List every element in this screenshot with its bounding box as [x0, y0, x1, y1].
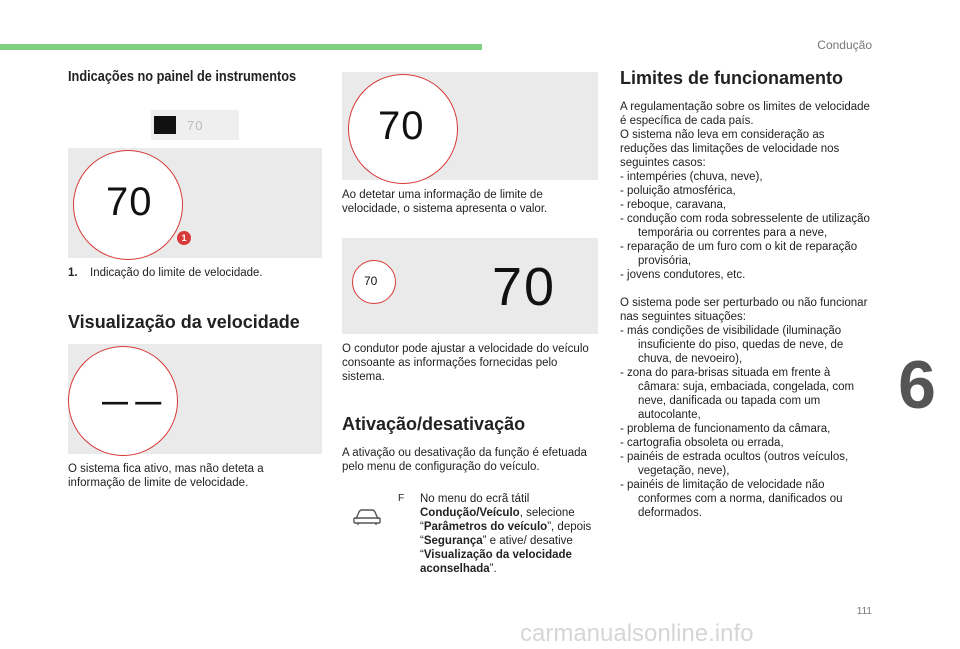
chapter-number: 6	[898, 347, 936, 423]
situations-list	[620, 324, 872, 520]
callout-number: 1	[181, 233, 187, 243]
figure-caption	[68, 266, 328, 280]
menu-seguranca: Segurança	[423, 535, 483, 547]
watermark: carmanualsonline.info	[520, 620, 754, 647]
heading-limites: Limites de funcionamento	[620, 68, 844, 88]
page-title: Indicações no painel de instrumentos	[68, 68, 297, 85]
activation-instruction: No menu do ecrã tátil Condução/Veículo, selecione “Parâmetros do veículo”, depois “Segurança” e ative/ desative “Visualização da velocidade aconselhada”.	[420, 493, 592, 575]
callout-badge	[177, 231, 191, 245]
caption-text: Indicação do limite de velocidade.	[90, 267, 263, 279]
limits-intro3: O sistema pode ser perturbado ou não funcionar nas seguintes situações:	[620, 297, 868, 323]
adjust-text: O condutor pode ajustar a velocidade do veículo consoante as informações fornecidas pelo sistema.	[342, 343, 589, 383]
limits-intro2: O sistema não leva em consideração as reduções das limitações de velocidade nos seguintes casos:	[620, 129, 840, 169]
speed-display-panel	[68, 148, 322, 258]
limits-intro: A regulamentação sobre os limites de velocidade é específica de cada país.	[620, 101, 870, 127]
header-accent-bar	[0, 44, 482, 50]
detect-value: 70	[378, 104, 425, 148]
activation-text: A ativação ou desativação da função é efetuada pelo menu de configuração do veículo.	[342, 447, 587, 473]
list-item: - reparação de um furo com o kit de reparação provisória,	[620, 241, 858, 267]
caption-number: 1.	[68, 267, 78, 279]
limits-content	[620, 100, 872, 520]
black-block	[154, 116, 176, 134]
dash-description: O sistema fica ativo, mas não deteta a informação de limite de velocidade.	[68, 463, 264, 489]
dash-display-panel	[68, 344, 322, 454]
list-item: - reboque, caravana,	[620, 199, 727, 211]
detect-display-panel	[342, 72, 598, 180]
car-icon	[352, 506, 382, 526]
cases-list	[620, 170, 872, 282]
section-title: Condução	[817, 38, 872, 52]
heading-ativacao: Ativação/desativação	[342, 414, 526, 434]
adjust-small-value: 70	[364, 274, 378, 288]
heading-visualizacao: Visualização da velocidade	[68, 312, 300, 332]
list-item: - painéis de limitação de velocidade não conformes com a norma, danificados ou deformados.	[620, 479, 843, 519]
menu-path-conducao: Condução/Veículo	[420, 507, 520, 519]
adjust-display-panel	[342, 238, 598, 334]
list-item: - condução com roda sobresselente de utilização temporária ou correntes para a neve,	[620, 213, 870, 239]
list-item: - zona do para-brisas situada em frente à câmara: suja, embaciada, congelada, com neve, danificada ou tapada com um autocolante,	[620, 367, 855, 421]
list-item: - más condições de visibilidade (iluminação insuficiente do piso, quedas de neve, de chuva, de nevoeiro),	[620, 325, 844, 365]
dash-value: — —	[102, 386, 162, 416]
menu-parametros: Parâmetros do veículo	[423, 521, 548, 533]
list-item: - cartografia obsoleta ou errada,	[620, 437, 784, 449]
adjust-large-value: 70	[492, 257, 557, 317]
page-number: 111	[856, 606, 872, 617]
list-item: - problema de funcionamento da câmara,	[620, 423, 831, 435]
small-display-panel	[151, 110, 239, 140]
menu-visualizacao: Visualização da velocidade aconselhada	[420, 549, 572, 575]
list-item: - intempéries (chuva, neve),	[620, 171, 763, 183]
list-item: - painéis de estrada ocultos (outros veículos, vegetação, neve),	[620, 451, 849, 477]
list-item: - jovens condutores, etc.	[620, 269, 746, 281]
list-item: - poluição atmosférica,	[620, 185, 736, 197]
detect-text: Ao detetar uma informação de limite de velocidade, o sistema apresenta o valor.	[342, 189, 548, 215]
small-display-value: 70	[187, 118, 204, 133]
speed-value: 70	[106, 180, 153, 224]
instruction-bullet: F	[398, 493, 405, 504]
